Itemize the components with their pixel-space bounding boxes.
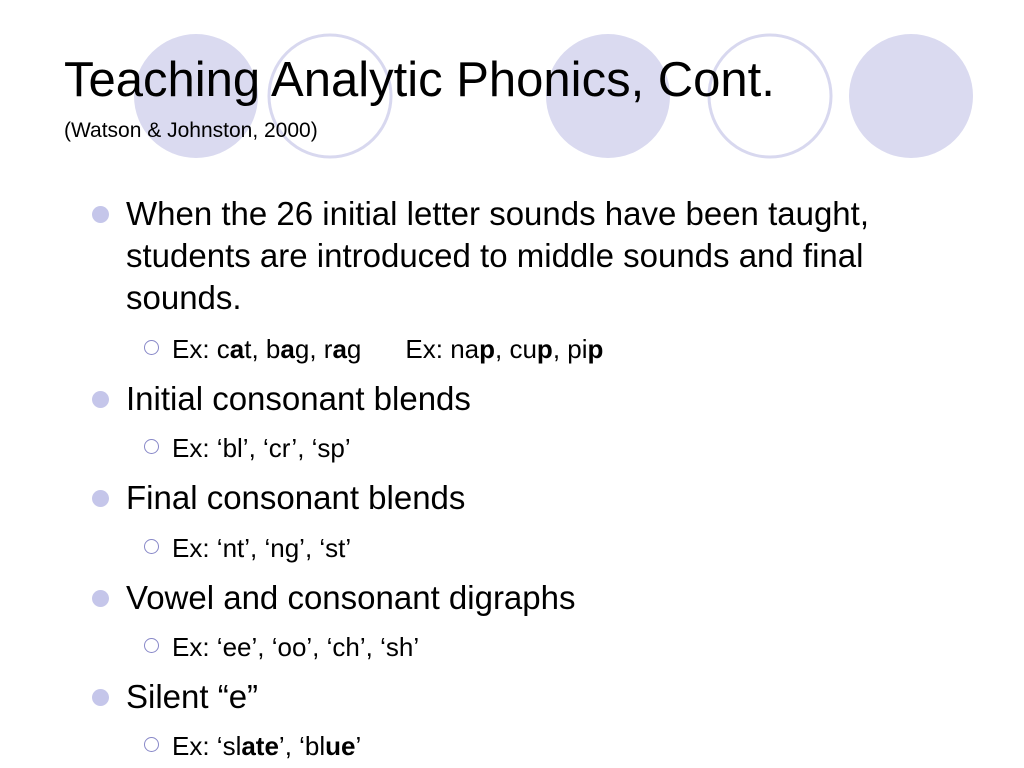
sub-bullet-icon	[144, 340, 159, 355]
example-text: ’, ‘bl	[278, 731, 326, 761]
bullet-item	[126, 676, 926, 718]
sub-bullet-text: Ex: ‘ee’, ‘oo’, ‘ch’, ‘sh’	[172, 632, 420, 662]
sub-bullet-icon	[144, 539, 159, 554]
example-prefix: Ex:	[405, 334, 451, 364]
slide-subtitle: (Watson & Johnston, 2000)	[64, 119, 318, 142]
example-bold: a	[229, 334, 245, 364]
sub-bullet-item	[172, 631, 419, 663]
example-bold: a	[280, 334, 295, 364]
sub-bullet-text: Ex: ‘nt’, ‘ng’, ‘st’	[172, 533, 352, 563]
sub-bullet-item	[172, 333, 603, 365]
bullet-item	[126, 577, 926, 619]
example-text: g, r	[294, 334, 333, 364]
example-bold: ate	[241, 731, 279, 761]
example-text: ’	[355, 731, 362, 761]
bullet-text: Final consonant blends	[126, 479, 466, 516]
bullet-icon	[92, 490, 109, 507]
sub-bullet-item	[172, 730, 361, 762]
bullet-icon	[92, 689, 109, 706]
slide-title: Teaching Analytic Phonics, Cont.	[64, 53, 775, 107]
example-bold: p	[479, 334, 495, 364]
example-bold: a	[332, 334, 347, 364]
sub-bullet-text: Ex: ‘bl’, ‘cr’, ‘sp’	[172, 433, 351, 463]
bullet-item	[126, 193, 926, 319]
sub-bullet-icon	[144, 439, 159, 454]
bullet-text: Vowel and consonant digraphs	[126, 579, 576, 616]
sub-bullet-item	[172, 532, 351, 564]
bullet-text: Silent “e”	[126, 678, 259, 715]
example-text: , cu	[495, 334, 537, 364]
bullet-text: When the 26 initial letter sounds have been taught, students are introduced to middle sounds and final sounds.	[126, 195, 869, 316]
example-text: Ex: ‘sl	[172, 731, 242, 761]
example-bold: p	[536, 334, 553, 364]
example-text: , pi	[552, 334, 588, 364]
sub-bullet-icon	[144, 737, 159, 752]
sub-bullet-icon	[144, 638, 159, 653]
bullet-icon	[92, 206, 109, 223]
example-text: t, b	[244, 334, 281, 364]
sub-bullet-item	[172, 432, 351, 464]
bullet-item	[126, 477, 926, 519]
bullet-icon	[92, 391, 109, 408]
example-text: g	[346, 334, 362, 364]
bullet-item	[126, 378, 926, 420]
example-text: c	[216, 334, 230, 364]
example-text: na	[450, 334, 480, 364]
bullet-text: Initial consonant blends	[126, 380, 471, 417]
example-bold: p	[587, 334, 604, 364]
example-prefix: Ex:	[172, 334, 217, 364]
bullet-icon	[92, 590, 109, 607]
example-bold: ue	[325, 731, 356, 761]
